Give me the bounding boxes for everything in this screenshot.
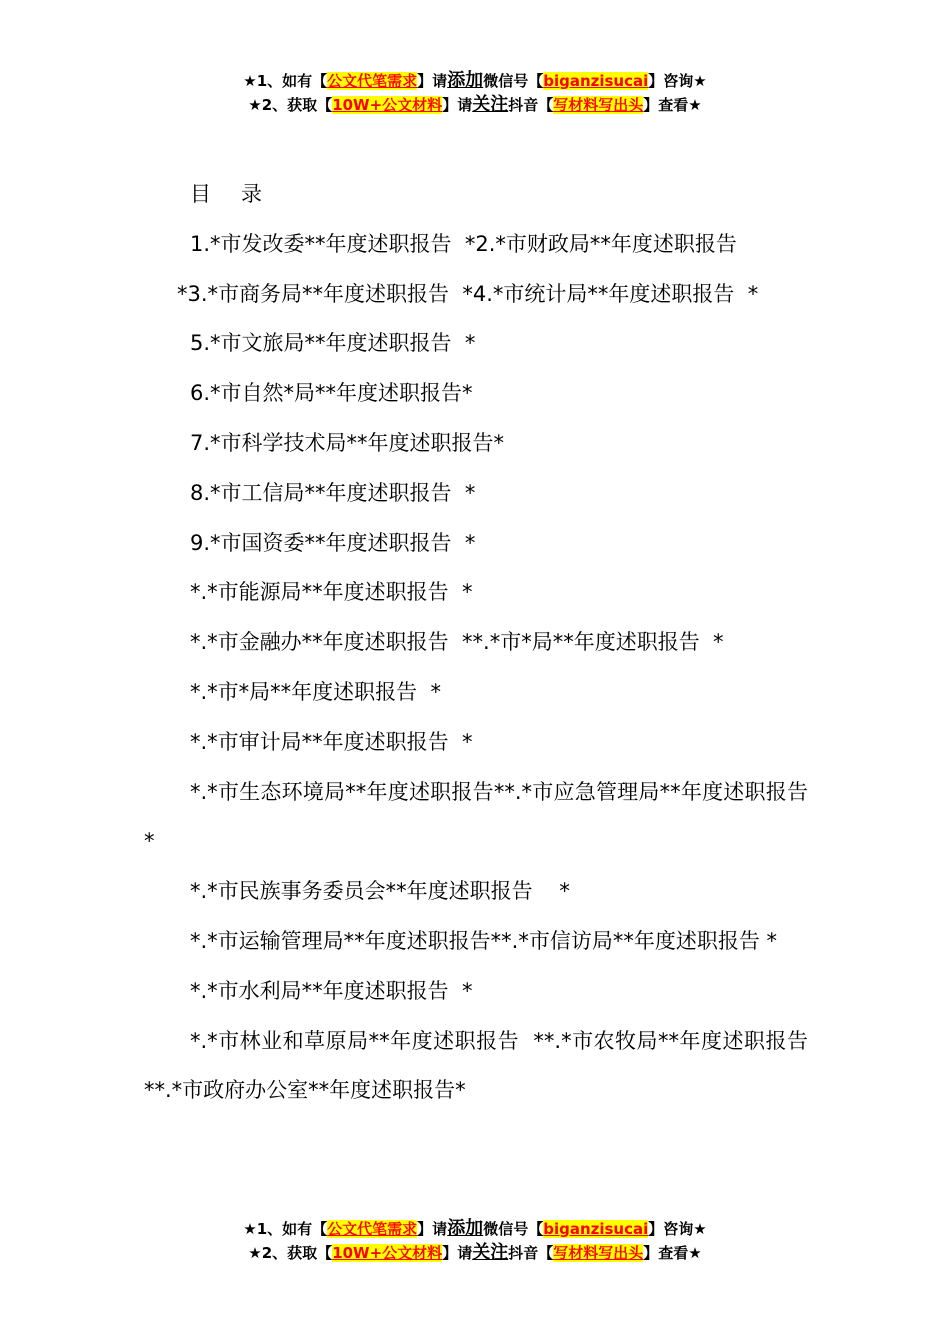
toc-entry: 8.*市工信局**年度述职报告 * xyxy=(190,480,476,505)
banner-emphasis: 关注 xyxy=(472,94,509,115)
banner-emphasis: 关注 xyxy=(472,1242,509,1263)
banner-emphasis: 添加 xyxy=(447,1218,484,1239)
banner-emphasis: 添加 xyxy=(447,70,484,91)
toc-entry: 7.*市科学技术局**年度述职报告* xyxy=(190,430,505,455)
bottom-banner xyxy=(0,1217,950,1265)
top-banner xyxy=(0,69,950,117)
banner-text: ★2、获取【 xyxy=(248,96,333,114)
banner-douyin-account: 写材料写出头 xyxy=(553,96,644,114)
toc-entry: *.*市水利局**年度述职报告 * xyxy=(190,978,473,1003)
banner-text: 】请 xyxy=(417,1220,448,1238)
toc-entry: *.*市能源局**年度述职报告 * xyxy=(190,580,473,605)
banner-wechat-id: biganzisucai xyxy=(543,72,649,90)
toc-title xyxy=(144,170,808,220)
toc-entry: *.*市林业和草原局**年度述职报告 **.*市农牧局**年度述职报告 **.*市政府办公室**年度述职报告* xyxy=(144,1028,822,1103)
banner-text: 微信号【 xyxy=(483,72,544,90)
banner-text: 】咨询★ xyxy=(648,1220,707,1238)
banner-highlight: 公文代笔需求 xyxy=(327,1220,418,1238)
banner-highlight: 公文代笔需求 xyxy=(327,72,418,90)
banner-text: 抖音【 xyxy=(508,1244,554,1262)
banner-text: ★2、获取【 xyxy=(248,1244,333,1262)
banner-text: 】咨询★ xyxy=(648,72,707,90)
toc-entry: *3.*市商务局**年度述职报告 *4.*市统计局**年度述职报告 * xyxy=(177,281,759,306)
banner-line-2 xyxy=(0,93,950,117)
banner-text: ★1、如有【 xyxy=(243,72,328,90)
banner-text: 】请 xyxy=(442,1244,473,1262)
banner-highlight: 10W+公文材料 xyxy=(332,1244,443,1262)
banner-text: 微信号【 xyxy=(483,1220,544,1238)
toc-entry: *.*市*局**年度述职报告 * xyxy=(190,679,442,704)
banner-text: ★1、如有【 xyxy=(243,1220,328,1238)
toc-entry: 6.*市自然*局**年度述职报告* xyxy=(190,381,473,406)
banner-text: 】查看★ xyxy=(643,96,702,114)
banner-line-1 xyxy=(0,1217,950,1241)
banner-text: 】请 xyxy=(442,96,473,114)
toc-entry: *.*市民族事务委员会**年度述职报告 * xyxy=(190,879,570,904)
toc-title-char: 录 xyxy=(241,182,262,206)
toc-entry: 9.*市国资委**年度述职报告 * xyxy=(190,530,476,555)
banner-text: 】查看★ xyxy=(643,1244,702,1262)
toc-entry: *.*市生态环境局**年度述职报告**.*市应急管理局**年度述职报告 * xyxy=(144,779,822,854)
toc-entry: 1.*市发改委**年度述职报告 *2.*市财政局**年度述职报告 xyxy=(190,231,737,256)
banner-line-1 xyxy=(0,69,950,93)
banner-text: 抖音【 xyxy=(508,96,554,114)
toc-title-char: 目 xyxy=(190,182,211,206)
banner-highlight: 10W+公文材料 xyxy=(332,96,443,114)
toc-entry: *.*市审计局**年度述职报告 * xyxy=(190,729,473,754)
banner-text: 】请 xyxy=(417,72,448,90)
banner-line-2 xyxy=(0,1241,950,1265)
toc-entry: *.*市金融办**年度述职报告 **.*市*局**年度述职报告 * xyxy=(190,630,724,655)
banner-douyin-account: 写材料写出头 xyxy=(553,1244,644,1262)
toc-entry: *.*市运输管理局**年度述职报告**.*市信访局**年度述职报告 * xyxy=(190,928,778,953)
banner-wechat-id: biganzisucai xyxy=(543,1220,649,1238)
document-body xyxy=(144,170,822,1116)
toc-entry: 5.*市文旅局**年度述职报告 * xyxy=(190,331,476,356)
